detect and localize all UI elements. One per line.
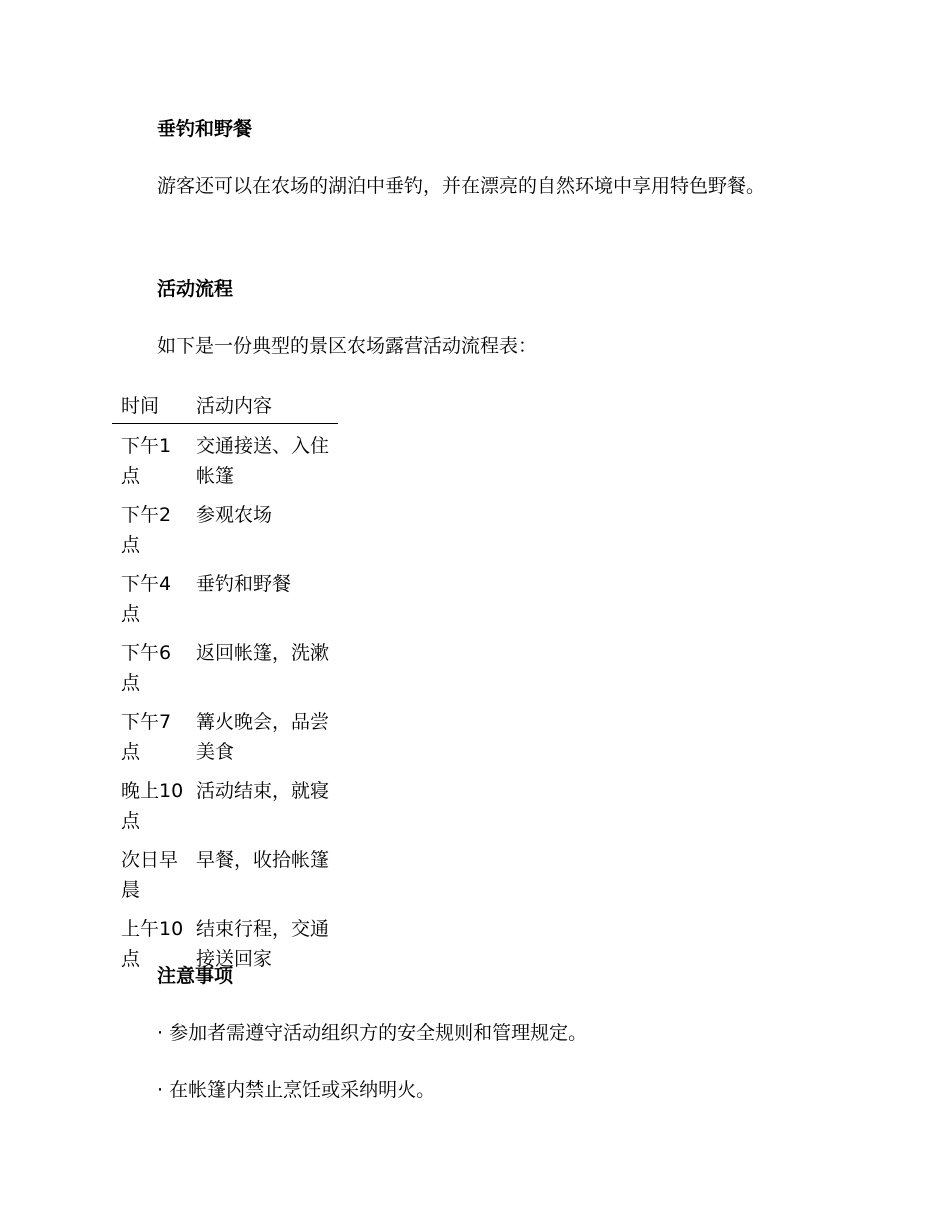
table-row	[112, 700, 338, 769]
cell-activity: 篝火晚会，品尝美食	[196, 711, 330, 763]
cell-time: 上午10点	[121, 918, 184, 970]
cell-activity: 交通接送、入住帐篷	[196, 435, 330, 487]
cell-time: 下午2点	[121, 504, 172, 556]
cell-activity: 参观农场	[196, 504, 273, 526]
cell-time: 晚上10点	[121, 780, 184, 832]
cell-time: 下午1点	[121, 435, 172, 487]
column-header-activity: 活动内容	[187, 393, 338, 424]
section-heading-notes: 注意事项	[157, 965, 234, 987]
schedule-table	[112, 393, 338, 976]
column-header-time: 时间	[112, 393, 187, 424]
table-row	[112, 493, 338, 562]
cell-activity: 早餐，收拾帐篷	[196, 849, 330, 871]
paragraph-process-intro: 如下是一份典型的景区农场露营活动流程表：	[157, 335, 538, 357]
paragraph-fishing: 游客还可以在农场的湖泊中垂钓，并在漂亮的自然环境中享用特色野餐。	[157, 175, 766, 197]
cell-time: 下午6点	[121, 642, 172, 694]
cell-time: 次日早晨	[121, 849, 179, 901]
list-item: · 在帐篷内禁止烹饪或采纳明火。	[157, 1079, 436, 1101]
table-row	[112, 424, 338, 494]
table-row	[112, 631, 338, 700]
cell-activity: 结束行程，交通接送回家	[196, 918, 330, 970]
cell-activity: 返回帐篷，洗漱	[196, 642, 330, 664]
section-heading-process: 活动流程	[157, 278, 234, 300]
table-row	[112, 562, 338, 631]
cell-activity: 垂钓和野餐	[196, 573, 292, 595]
cell-time: 下午4点	[121, 573, 172, 625]
section-heading-fishing: 垂钓和野餐	[157, 118, 253, 140]
table-row	[112, 769, 338, 838]
cell-activity: 活动结束，就寝	[196, 780, 330, 802]
table-row	[112, 838, 338, 907]
cell-time: 下午7点	[121, 711, 172, 763]
list-item: · 参加者需遵守活动组织方的安全规则和管理规定。	[157, 1022, 588, 1044]
table-header-row	[112, 393, 338, 424]
